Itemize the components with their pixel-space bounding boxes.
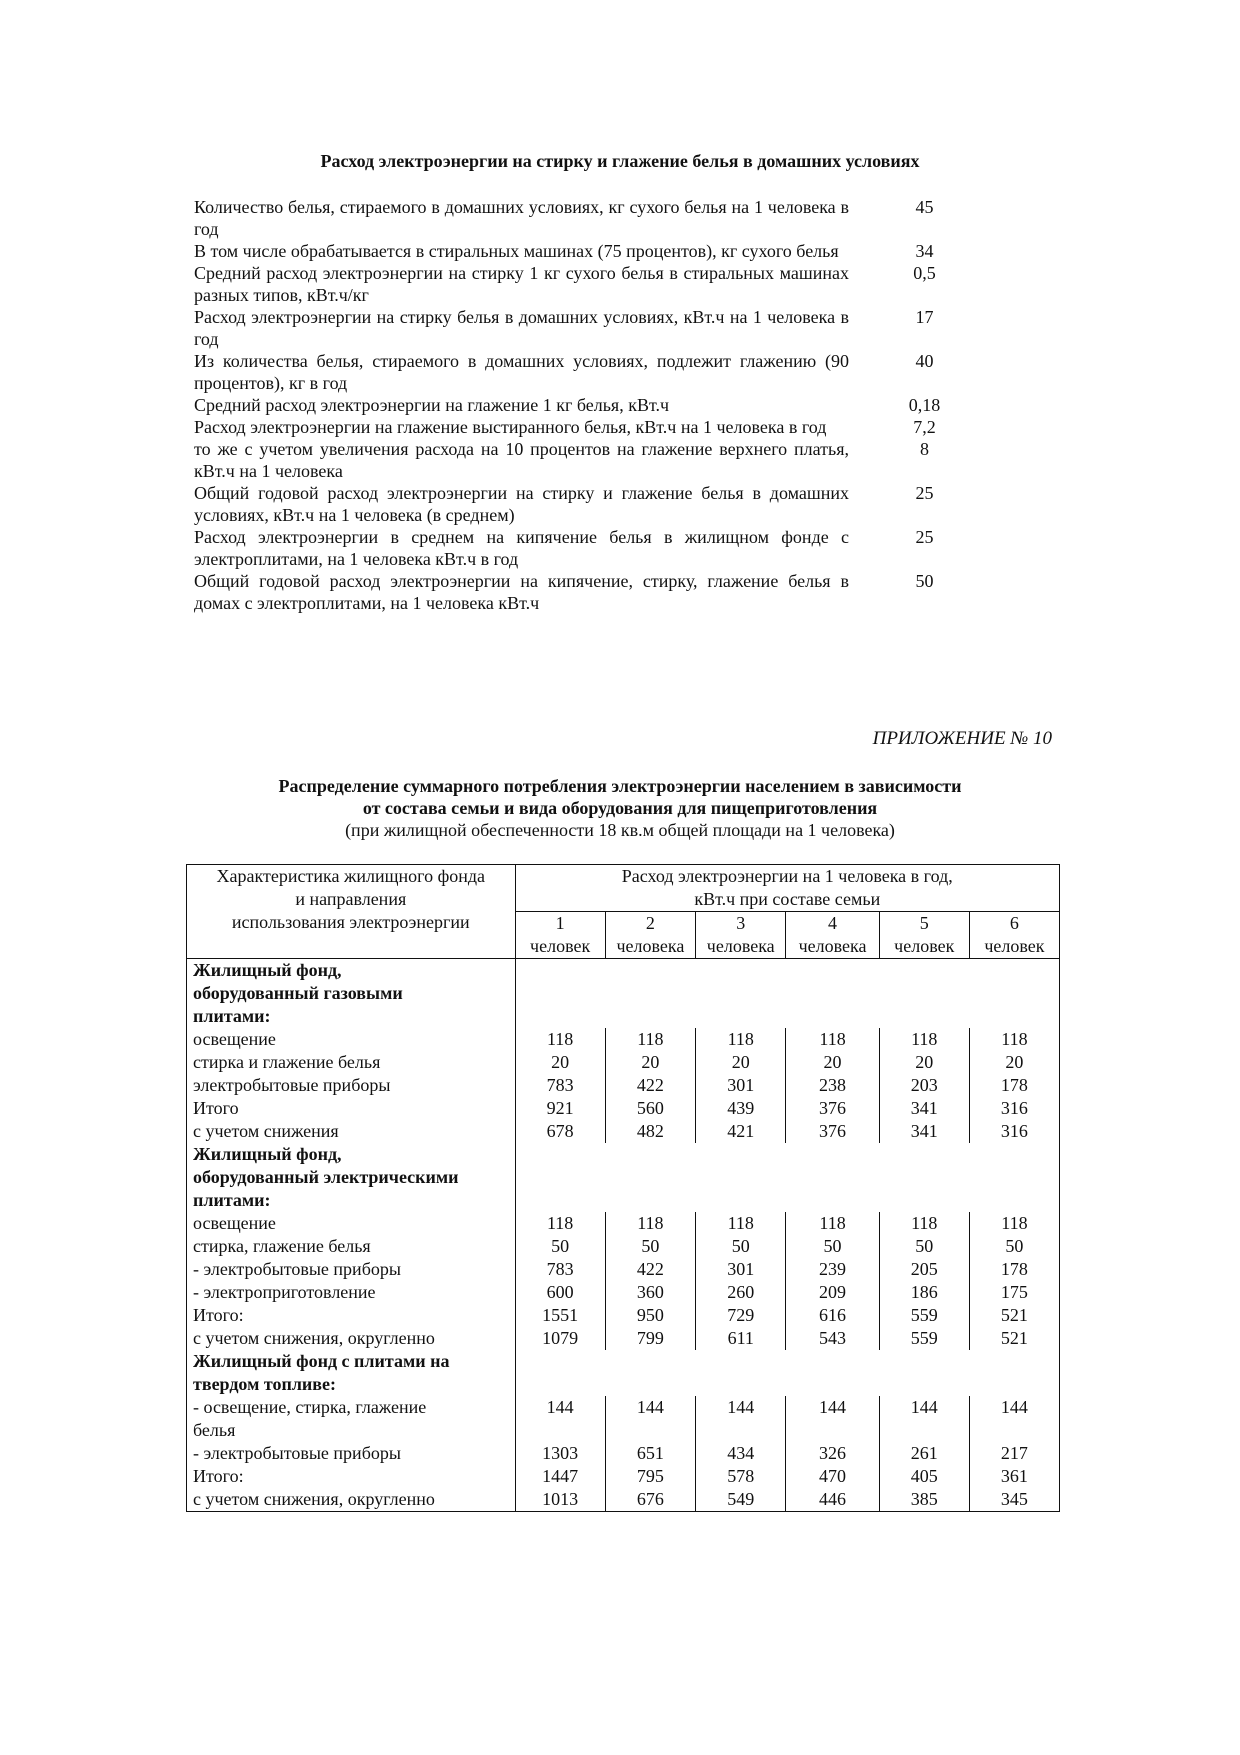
value-cell: 50 bbox=[605, 1235, 695, 1258]
value-cell: 578 bbox=[696, 1465, 786, 1488]
header-right-line2: кВт.ч при составе семьи bbox=[694, 889, 881, 909]
value-cell: 376 bbox=[786, 1120, 879, 1143]
header-left-line1: Характеристика жилищного фонда bbox=[216, 866, 486, 886]
section2-title-line1: Распределение суммарного потребления электроэнергии населением в зависимости bbox=[278, 776, 962, 796]
value-cell: 50 bbox=[696, 1235, 786, 1258]
header-family-size-3 bbox=[696, 912, 786, 959]
row-value: 25 bbox=[915, 527, 934, 547]
family-size-number: 6 bbox=[1009, 913, 1019, 933]
value-cell: 783 bbox=[515, 1074, 605, 1097]
value-cell: 118 bbox=[696, 1028, 786, 1051]
table-row bbox=[194, 438, 984, 482]
family-size-unit: человека bbox=[616, 936, 685, 956]
header-family-size-4 bbox=[786, 912, 879, 959]
value-cell: 434 bbox=[696, 1442, 786, 1465]
value-cell: 676 bbox=[605, 1488, 695, 1512]
value-cell: 521 bbox=[969, 1327, 1059, 1350]
value-cell: 651 bbox=[605, 1442, 695, 1465]
value-cell: 521 bbox=[969, 1304, 1059, 1327]
value-cell: 144 bbox=[879, 1396, 969, 1442]
row-label: с учетом снижения bbox=[193, 1121, 339, 1141]
row-description: Средний расход электроэнергии на стирку 1 кг сухого белья в стиральных машинах разных типов, кВт.ч/кг bbox=[194, 263, 849, 305]
table-row bbox=[187, 1212, 1060, 1235]
table-row bbox=[187, 1465, 1060, 1488]
row-description: то же с учетом увеличения расхода на 10 процентов на глажение верхнего платья, кВт.ч на 1 человека bbox=[194, 439, 849, 481]
row-description: Расход электроэнергии на глажение выстиранного белья, кВт.ч на 1 человека в год bbox=[194, 417, 827, 437]
value-cell: 549 bbox=[696, 1488, 786, 1512]
table-row bbox=[187, 1396, 1060, 1442]
table-row bbox=[194, 416, 984, 438]
value-cell: 482 bbox=[605, 1120, 695, 1143]
row-label bbox=[187, 1396, 516, 1442]
family-size-number: 1 bbox=[555, 913, 565, 933]
group-title-line: твердом топливе: bbox=[193, 1374, 336, 1394]
header-family-size-2 bbox=[605, 912, 695, 959]
row-value: 50 bbox=[915, 571, 934, 591]
value-cell: 421 bbox=[696, 1120, 786, 1143]
header-right-line1: Расход электроэнергии на 1 человека в год, bbox=[621, 866, 953, 886]
group-title-filler bbox=[515, 1350, 1059, 1396]
value-cell: 20 bbox=[969, 1051, 1059, 1074]
row-description: Общий годовой расход электроэнергии на стирку и глажение белья в домашних условиях, кВт.ч на 1 человека (в среднем) bbox=[194, 483, 849, 525]
table-row bbox=[194, 570, 984, 614]
header-family-size-1 bbox=[515, 912, 605, 959]
value-cell: 439 bbox=[696, 1097, 786, 1120]
value-cell: 360 bbox=[605, 1281, 695, 1304]
value-cell: 50 bbox=[879, 1235, 969, 1258]
row-label: электробытовые приборы bbox=[193, 1075, 391, 1095]
value-cell: 799 bbox=[605, 1327, 695, 1350]
value-cell: 20 bbox=[605, 1051, 695, 1074]
table-row bbox=[194, 526, 984, 570]
group-title-line: Жилищный фонд, bbox=[193, 1144, 342, 1164]
value-cell: 543 bbox=[786, 1327, 879, 1350]
value-cell: 118 bbox=[786, 1028, 879, 1051]
value-cell: 1079 bbox=[515, 1327, 605, 1350]
row-description: Общий годовой расход электроэнергии на кипячение, стирку, глажение белья в домах с электроплитами, на 1 человека кВт.ч bbox=[194, 571, 849, 613]
row-value: 0,18 bbox=[908, 395, 941, 415]
family-size-unit: человек bbox=[984, 936, 1045, 956]
row-value: 34 bbox=[915, 241, 934, 261]
group-title bbox=[187, 959, 516, 1029]
value-cell: 209 bbox=[786, 1281, 879, 1304]
value-cell: 316 bbox=[969, 1097, 1059, 1120]
section2-title-block bbox=[0, 775, 1240, 841]
group-title-line: плитами: bbox=[193, 1190, 271, 1210]
table-row bbox=[187, 1488, 1060, 1512]
table-row bbox=[187, 1051, 1060, 1074]
table-row bbox=[187, 1258, 1060, 1281]
value-cell: 20 bbox=[879, 1051, 969, 1074]
table-row bbox=[194, 262, 984, 306]
value-cell: 345 bbox=[969, 1488, 1059, 1512]
row-label: Итого: bbox=[193, 1305, 244, 1325]
header-consumption bbox=[515, 865, 1059, 912]
value-cell: 261 bbox=[879, 1442, 969, 1465]
value-cell: 1551 bbox=[515, 1304, 605, 1327]
group-title-line: Жилищный фонд с плитами на bbox=[193, 1351, 450, 1371]
value-cell: 20 bbox=[696, 1051, 786, 1074]
value-cell: 144 bbox=[515, 1396, 605, 1442]
value-cell: 118 bbox=[515, 1212, 605, 1235]
row-description: Расход электроэнергии в среднем на кипячение белья в жилищном фонде с электроплитами, на 1 человека кВт.ч в год bbox=[194, 527, 849, 569]
group-title-row bbox=[187, 959, 1060, 1029]
row-label: стирка и глажение белья bbox=[193, 1052, 381, 1072]
row-value: 17 bbox=[915, 307, 934, 327]
header-left-line2: и направления bbox=[295, 889, 407, 909]
table-row bbox=[194, 394, 984, 416]
family-size-unit: человека bbox=[798, 936, 867, 956]
value-cell: 729 bbox=[696, 1304, 786, 1327]
group-title-filler bbox=[515, 1143, 1059, 1212]
row-label: - электроприготовление bbox=[193, 1282, 376, 1302]
family-size-number: 2 bbox=[645, 913, 655, 933]
value-cell: 470 bbox=[786, 1465, 879, 1488]
group-title bbox=[187, 1350, 516, 1396]
value-cell: 1447 bbox=[515, 1465, 605, 1488]
header-family-size-6 bbox=[969, 912, 1059, 959]
value-cell: 385 bbox=[879, 1488, 969, 1512]
value-cell: 950 bbox=[605, 1304, 695, 1327]
value-cell: 405 bbox=[879, 1465, 969, 1488]
table-row bbox=[187, 1120, 1060, 1143]
appendix-label: ПРИЛОЖЕНИЕ № 10 bbox=[872, 728, 1052, 749]
row-description: Средний расход электроэнергии на глажение 1 кг белья, кВт.ч bbox=[194, 395, 670, 415]
value-cell: 118 bbox=[879, 1028, 969, 1051]
group-title-line: Жилищный фонд, bbox=[193, 960, 342, 980]
family-size-unit: человек bbox=[530, 936, 591, 956]
value-cell: 144 bbox=[786, 1396, 879, 1442]
row-value: 40 bbox=[915, 351, 934, 371]
value-cell: 239 bbox=[786, 1258, 879, 1281]
value-cell: 260 bbox=[696, 1281, 786, 1304]
row-description: Расход электроэнергии на стирку белья в домашних условиях, кВт.ч на 1 человека в год bbox=[194, 307, 849, 349]
value-cell: 50 bbox=[515, 1235, 605, 1258]
section1-title: Расход электроэнергии на стирку и глажение белья в домашних условиях bbox=[320, 151, 920, 171]
row-description: Количество белья, стираемого в домашних условиях, кг сухого белья на 1 человека в год bbox=[194, 197, 849, 239]
value-cell: 118 bbox=[969, 1028, 1059, 1051]
value-cell: 203 bbox=[879, 1074, 969, 1097]
table-row bbox=[194, 196, 984, 240]
row-value: 45 bbox=[915, 197, 934, 217]
value-cell: 341 bbox=[879, 1097, 969, 1120]
table-row bbox=[194, 350, 984, 394]
group-title-filler bbox=[515, 959, 1059, 1029]
value-cell: 783 bbox=[515, 1258, 605, 1281]
row-label: Итого: bbox=[193, 1466, 244, 1486]
value-cell: 20 bbox=[786, 1051, 879, 1074]
value-cell: 376 bbox=[786, 1097, 879, 1120]
value-cell: 560 bbox=[605, 1097, 695, 1120]
value-cell: 118 bbox=[515, 1028, 605, 1051]
value-cell: 326 bbox=[786, 1442, 879, 1465]
family-size-unit: человек bbox=[894, 936, 955, 956]
value-cell: 611 bbox=[696, 1327, 786, 1350]
value-cell: 678 bbox=[515, 1120, 605, 1143]
table-row bbox=[187, 1097, 1060, 1120]
table-row bbox=[187, 1235, 1060, 1258]
table-row bbox=[187, 1304, 1060, 1327]
value-cell: 361 bbox=[969, 1465, 1059, 1488]
value-cell: 118 bbox=[786, 1212, 879, 1235]
row-value: 25 bbox=[915, 483, 934, 503]
group-title bbox=[187, 1143, 516, 1212]
row-value: 8 bbox=[920, 439, 929, 459]
table-row bbox=[187, 1327, 1060, 1350]
value-cell: 118 bbox=[696, 1212, 786, 1235]
value-cell: 118 bbox=[605, 1028, 695, 1051]
row-label: освещение bbox=[193, 1029, 276, 1049]
table-row bbox=[194, 306, 984, 350]
header-family-size-5 bbox=[879, 912, 969, 959]
value-cell: 422 bbox=[605, 1074, 695, 1097]
consumption-distribution-table bbox=[186, 864, 1060, 1512]
row-label: освещение bbox=[193, 1213, 276, 1233]
value-cell: 144 bbox=[696, 1396, 786, 1442]
family-size-number: 5 bbox=[919, 913, 929, 933]
section2-title-line2: от состава семьи и вида оборудования для пищеприготовления bbox=[362, 798, 878, 818]
value-cell: 118 bbox=[969, 1212, 1059, 1235]
value-cell: 50 bbox=[786, 1235, 879, 1258]
row-label-line: белья bbox=[193, 1420, 236, 1440]
row-description: Из количества белья, стираемого в домашних условиях, подлежит глажению (90 процентов), кг в год bbox=[194, 351, 849, 393]
group-title-row bbox=[187, 1143, 1060, 1212]
value-cell: 1303 bbox=[515, 1442, 605, 1465]
value-cell: 178 bbox=[969, 1074, 1059, 1097]
table-row bbox=[194, 240, 984, 262]
value-cell: 559 bbox=[879, 1304, 969, 1327]
section2-subtitle: (при жилищной обеспеченности 18 кв.м общей площади на 1 человека) bbox=[345, 820, 895, 840]
value-cell: 301 bbox=[696, 1258, 786, 1281]
header-characteristic bbox=[187, 865, 516, 959]
value-cell: 238 bbox=[786, 1074, 879, 1097]
value-cell: 144 bbox=[969, 1396, 1059, 1442]
table-row bbox=[187, 1442, 1060, 1465]
washing-consumption-table bbox=[194, 196, 984, 614]
row-label-line: - освещение, стирка, глажение bbox=[193, 1397, 427, 1417]
row-label: Итого bbox=[193, 1098, 239, 1118]
value-cell: 921 bbox=[515, 1097, 605, 1120]
value-cell: 144 bbox=[605, 1396, 695, 1442]
family-size-unit: человека bbox=[706, 936, 775, 956]
value-cell: 20 bbox=[515, 1051, 605, 1074]
value-cell: 316 bbox=[969, 1120, 1059, 1143]
value-cell: 600 bbox=[515, 1281, 605, 1304]
group-title-line: плитами: bbox=[193, 1006, 271, 1026]
row-value: 7,2 bbox=[913, 417, 936, 437]
value-cell: 186 bbox=[879, 1281, 969, 1304]
value-cell: 118 bbox=[605, 1212, 695, 1235]
row-value: 0,5 bbox=[913, 263, 936, 283]
table-row bbox=[194, 482, 984, 526]
table-row bbox=[187, 1281, 1060, 1304]
row-label: - электробытовые приборы bbox=[193, 1443, 401, 1463]
value-cell: 559 bbox=[879, 1327, 969, 1350]
row-description: В том числе обрабатывается в стиральных машинах (75 процентов), кг сухого белья bbox=[194, 241, 839, 261]
family-size-number: 4 bbox=[828, 913, 838, 933]
row-label: - электробытовые приборы bbox=[193, 1259, 401, 1279]
group-title-line: оборудованный электрическими bbox=[193, 1167, 459, 1187]
value-cell: 175 bbox=[969, 1281, 1059, 1304]
value-cell: 217 bbox=[969, 1442, 1059, 1465]
value-cell: 118 bbox=[879, 1212, 969, 1235]
value-cell: 1013 bbox=[515, 1488, 605, 1512]
value-cell: 301 bbox=[696, 1074, 786, 1097]
value-cell: 616 bbox=[786, 1304, 879, 1327]
row-label: с учетом снижения, округленно bbox=[193, 1489, 435, 1509]
value-cell: 795 bbox=[605, 1465, 695, 1488]
value-cell: 341 bbox=[879, 1120, 969, 1143]
group-title-row bbox=[187, 1350, 1060, 1396]
value-cell: 446 bbox=[786, 1488, 879, 1512]
value-cell: 422 bbox=[605, 1258, 695, 1281]
family-size-number: 3 bbox=[736, 913, 746, 933]
row-label: с учетом снижения, округленно bbox=[193, 1328, 435, 1348]
table-row bbox=[187, 1028, 1060, 1051]
group-title-line: оборудованный газовыми bbox=[193, 983, 403, 1003]
value-cell: 178 bbox=[969, 1258, 1059, 1281]
value-cell: 50 bbox=[969, 1235, 1059, 1258]
table-row bbox=[187, 1074, 1060, 1097]
header-left-line3: использования электроэнергии bbox=[231, 912, 470, 932]
value-cell: 205 bbox=[879, 1258, 969, 1281]
table-header-row-1 bbox=[187, 865, 1060, 912]
row-label: стирка, глажение белья bbox=[193, 1236, 371, 1256]
